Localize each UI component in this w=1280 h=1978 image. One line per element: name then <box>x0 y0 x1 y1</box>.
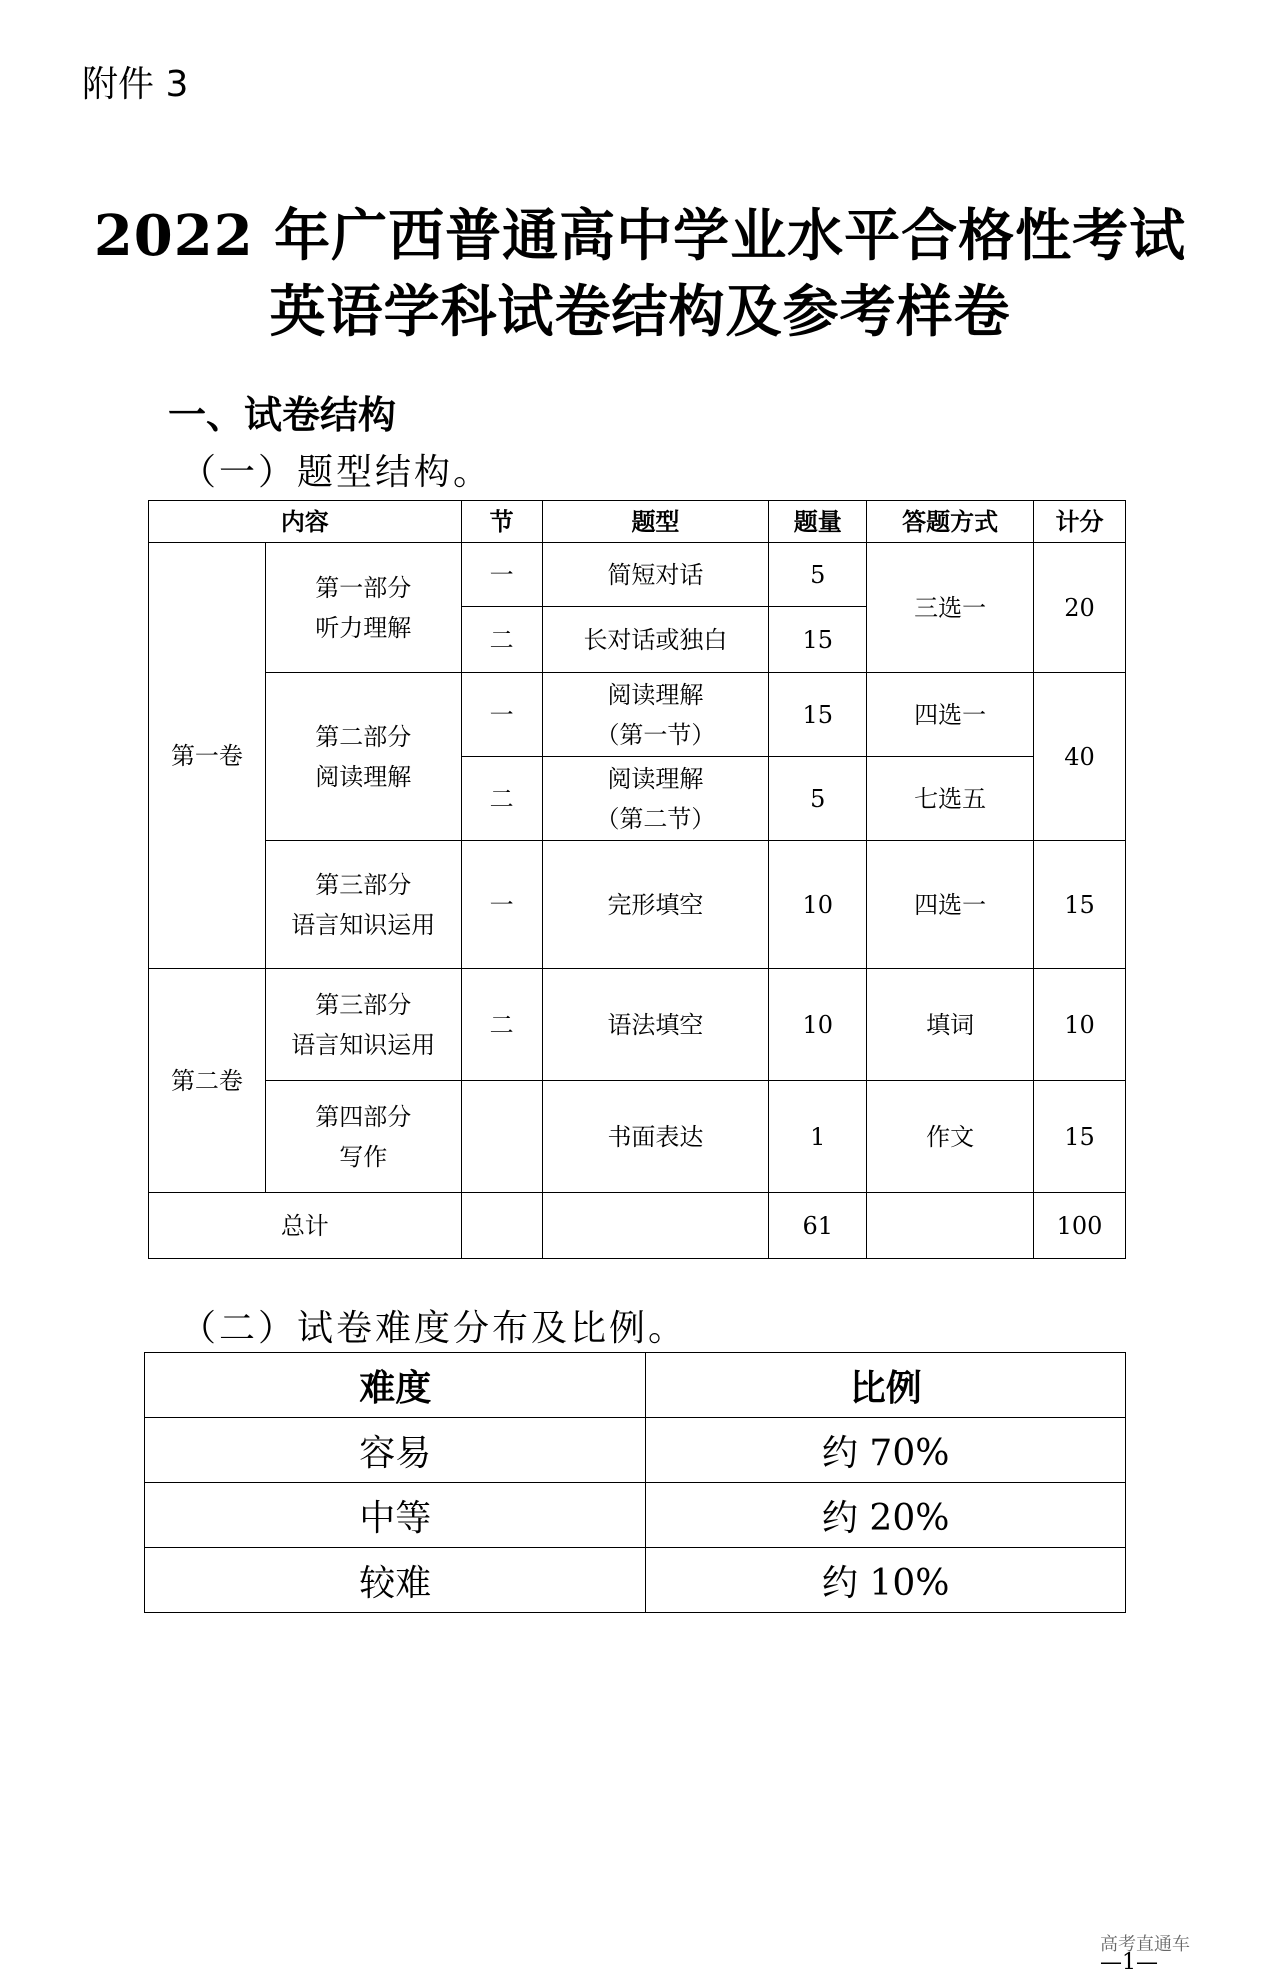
subsection-heading-2: （二）试卷难度分布及比例。 <box>180 1308 688 1349</box>
total-count: 61 <box>769 1193 867 1259</box>
subsection-heading-1: （一）题型结构。 <box>180 452 493 493</box>
table-row <box>145 1483 1126 1548</box>
section-cell: 一 <box>461 673 542 757</box>
empty-cell <box>542 1193 769 1259</box>
table-row <box>149 1081 1126 1193</box>
total-label: 总计 <box>149 1193 462 1259</box>
header-cell: 内容 <box>149 501 462 543</box>
table-row <box>149 969 1126 1081</box>
table-row <box>145 1548 1126 1613</box>
total-row <box>149 1193 1126 1259</box>
total-score: 100 <box>1034 1193 1126 1259</box>
count-cell: 5 <box>769 543 867 607</box>
header-cell: 节 <box>461 501 542 543</box>
part-name: 第二部分 <box>315 722 412 751</box>
level-cell: 容易 <box>145 1418 646 1483</box>
count-cell: 15 <box>769 607 867 673</box>
header-cell: 比例 <box>646 1353 1126 1418</box>
part-cell <box>265 673 461 841</box>
mode-cell: 四选一 <box>867 841 1034 969</box>
count-cell: 10 <box>769 841 867 969</box>
empty-cell <box>461 1193 542 1259</box>
structure-table <box>148 500 1126 1259</box>
table-row <box>149 841 1126 969</box>
section-cell: 二 <box>461 757 542 841</box>
table-row <box>149 543 1126 607</box>
difficulty-table <box>144 1352 1126 1613</box>
header-cell: 答题方式 <box>867 501 1034 543</box>
type-cell: 完形填空 <box>542 841 769 969</box>
type-cell <box>542 757 769 841</box>
header-cell: 题量 <box>769 501 867 543</box>
type-cell <box>542 673 769 757</box>
score-cell: 40 <box>1034 673 1126 841</box>
section-cell: 一 <box>461 841 542 969</box>
header-cell: 难度 <box>145 1353 646 1418</box>
section-heading: 一、试卷结构 <box>168 393 397 437</box>
type-cell: 书面表达 <box>542 1081 769 1193</box>
count-cell: 5 <box>769 757 867 841</box>
part-cell <box>265 1081 461 1193</box>
ratio-cell: 约 70% <box>646 1418 1126 1483</box>
part-desc: 听力理解 <box>315 613 412 642</box>
score-cell: 10 <box>1034 969 1126 1081</box>
type-line: （第二节） <box>595 804 716 833</box>
count-cell: 1 <box>769 1081 867 1193</box>
type-cell: 语法填空 <box>542 969 769 1081</box>
part-cell <box>265 969 461 1081</box>
watermark: 高考直通车 <box>1100 1934 1190 1955</box>
attachment-label: 附件 3 <box>82 64 189 105</box>
part-name: 第三部分 <box>315 990 412 1019</box>
mode-cell: 三选一 <box>867 543 1034 673</box>
part-name: 第一部分 <box>315 573 412 602</box>
mode-cell: 作文 <box>867 1081 1034 1193</box>
table-row <box>149 673 1126 757</box>
part-desc: 阅读理解 <box>315 762 412 791</box>
section-cell: 一 <box>461 543 542 607</box>
type-cell: 长对话或独白 <box>542 607 769 673</box>
count-cell: 15 <box>769 673 867 757</box>
mode-cell: 四选一 <box>867 673 1034 757</box>
type-line: 阅读理解 <box>607 764 704 793</box>
section-cell <box>461 1081 542 1193</box>
part-name: 第四部分 <box>315 1102 412 1131</box>
ratio-cell: 约 20% <box>646 1483 1126 1548</box>
part-cell <box>265 841 461 969</box>
part-name: 第三部分 <box>315 870 412 899</box>
part-desc: 语言知识运用 <box>291 1030 436 1059</box>
table-header-row <box>149 501 1126 543</box>
volume-cell: 第二卷 <box>149 969 266 1193</box>
type-line: 阅读理解 <box>607 680 704 709</box>
part-desc: 语言知识运用 <box>291 910 436 939</box>
part-desc: 写作 <box>339 1142 388 1171</box>
title-line-2: 英语学科试卷结构及参考样卷 <box>269 279 1011 345</box>
header-cell: 题型 <box>542 501 769 543</box>
score-cell: 15 <box>1034 1081 1126 1193</box>
score-cell: 15 <box>1034 841 1126 969</box>
level-cell: 中等 <box>145 1483 646 1548</box>
title-line-1: 2022 年广西普通高中学业水平合格性考试 <box>93 203 1187 269</box>
volume-cell: 第一卷 <box>149 543 266 969</box>
level-cell: 较难 <box>145 1548 646 1613</box>
page-number: —1— <box>1100 1950 1158 1975</box>
section-cell: 二 <box>461 607 542 673</box>
ratio-cell: 约 10% <box>646 1548 1126 1613</box>
score-cell: 20 <box>1034 543 1126 673</box>
part-cell <box>265 543 461 673</box>
section-cell: 二 <box>461 969 542 1081</box>
table-header-row <box>145 1353 1126 1418</box>
header-cell: 计分 <box>1034 501 1126 543</box>
type-line: （第一节） <box>595 720 716 749</box>
empty-cell <box>867 1193 1034 1259</box>
mode-cell: 七选五 <box>867 757 1034 841</box>
mode-cell: 填词 <box>867 969 1034 1081</box>
count-cell: 10 <box>769 969 867 1081</box>
table-row <box>145 1418 1126 1483</box>
type-cell: 简短对话 <box>542 543 769 607</box>
